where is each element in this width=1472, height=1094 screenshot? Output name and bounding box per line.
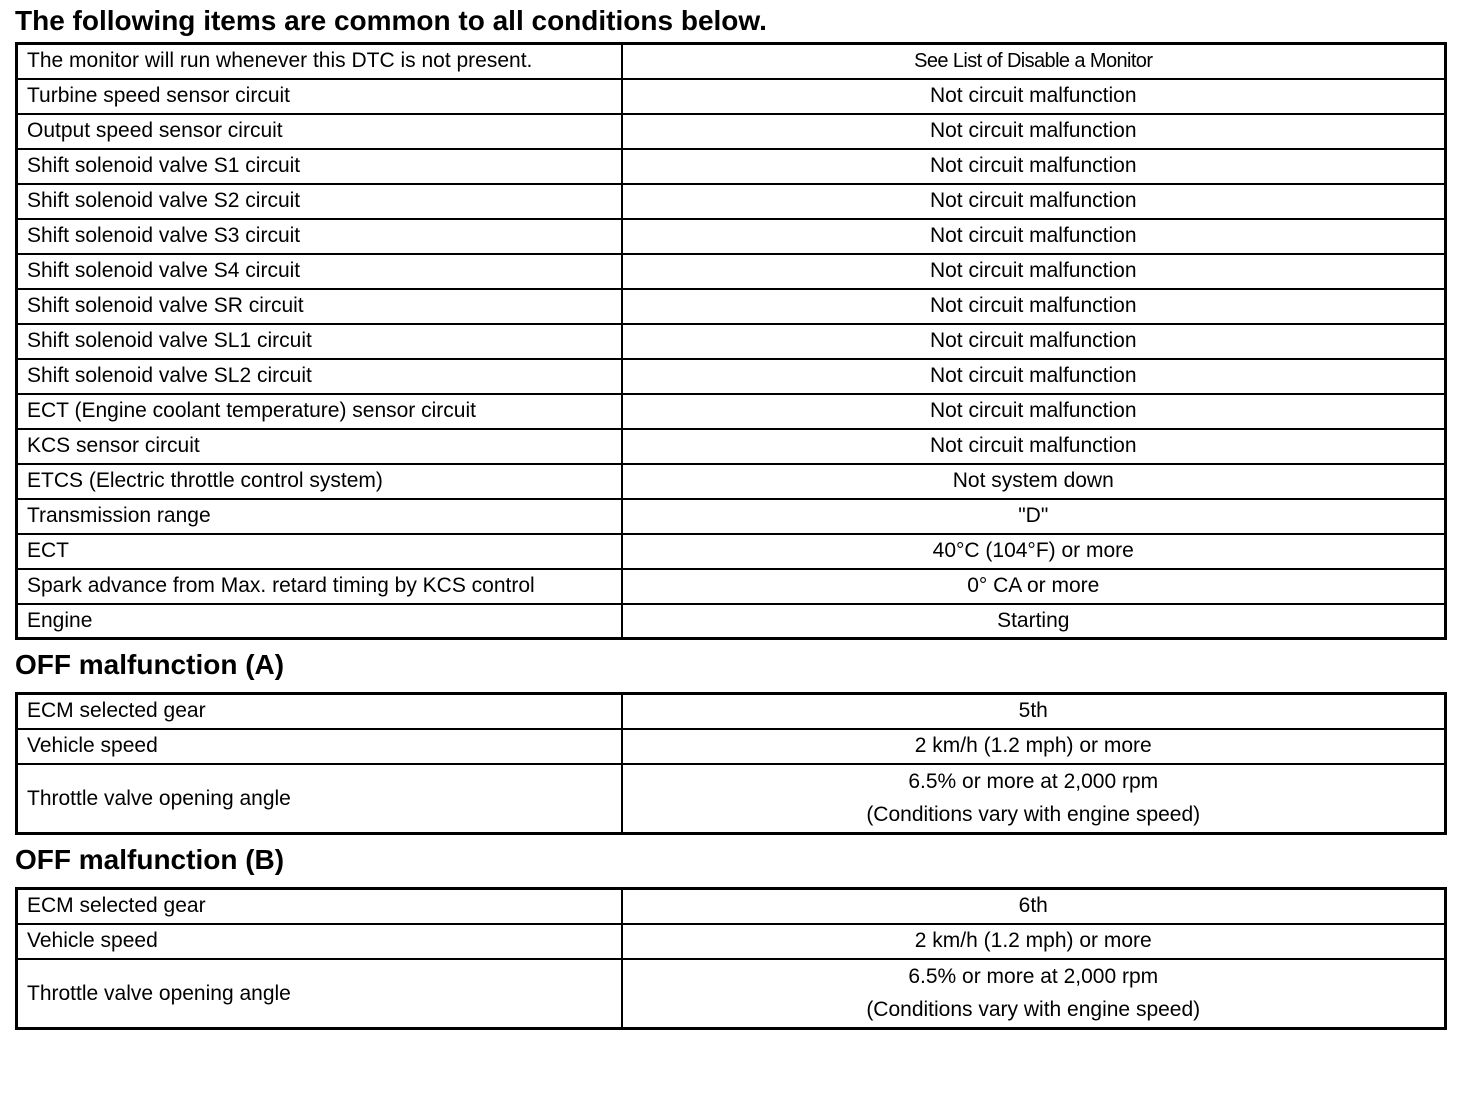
table-row bbox=[17, 764, 1446, 834]
document-page bbox=[15, 0, 1447, 1030]
condition-value: Not circuit malfunction bbox=[622, 324, 1446, 359]
table-row bbox=[17, 44, 1446, 79]
condition-item: Vehicle speed bbox=[17, 924, 622, 959]
table-row bbox=[17, 534, 1446, 569]
condition-value: 2 km/h (1.2 mph) or more bbox=[622, 729, 1446, 764]
condition-value: 5th bbox=[622, 694, 1446, 729]
condition-item: ETCS (Electric throttle control system) bbox=[17, 464, 622, 499]
condition-value bbox=[622, 764, 1446, 834]
table-row bbox=[17, 254, 1446, 289]
condition-value-line: 6.5% or more at 2,000 rpm bbox=[908, 965, 1159, 989]
condition-value: Not circuit malfunction bbox=[622, 149, 1446, 184]
table-row bbox=[17, 464, 1446, 499]
table-row bbox=[17, 359, 1446, 394]
condition-value: Not circuit malfunction bbox=[622, 114, 1446, 149]
condition-item: Shift solenoid valve S3 circuit bbox=[17, 219, 622, 254]
table-row bbox=[17, 569, 1446, 604]
condition-item: Transmission range bbox=[17, 499, 622, 534]
off-malfunction-b-table bbox=[15, 887, 1447, 1030]
condition-item: ECT bbox=[17, 534, 622, 569]
condition-value: Not circuit malfunction bbox=[622, 219, 1446, 254]
condition-item: Shift solenoid valve SL1 circuit bbox=[17, 324, 622, 359]
condition-value: Not circuit malfunction bbox=[622, 359, 1446, 394]
table-row bbox=[17, 959, 1446, 1029]
table-row bbox=[17, 604, 1446, 639]
table-row bbox=[17, 924, 1446, 959]
condition-item: Spark advance from Max. retard timing by KCS control bbox=[17, 569, 622, 604]
condition-value: 6th bbox=[622, 889, 1446, 924]
table-row bbox=[17, 149, 1446, 184]
condition-value-note: (Conditions vary with engine speed) bbox=[866, 803, 1201, 827]
table-row bbox=[17, 184, 1446, 219]
condition-item: ECM selected gear bbox=[17, 694, 622, 729]
condition-value-line: 6.5% or more at 2,000 rpm bbox=[908, 770, 1159, 794]
common-conditions-table bbox=[15, 42, 1447, 640]
off-malfunction-b-title: OFF malfunction (B) bbox=[15, 844, 285, 875]
condition-item: Turbine speed sensor circuit bbox=[17, 79, 622, 114]
condition-item: The monitor will run whenever this DTC is not present. bbox=[17, 44, 622, 79]
condition-item: KCS sensor circuit bbox=[17, 429, 622, 464]
condition-item: Shift solenoid valve SR circuit bbox=[17, 289, 622, 324]
table-row bbox=[17, 289, 1446, 324]
condition-item: ECT (Engine coolant temperature) sensor circuit bbox=[17, 394, 622, 429]
condition-item: Throttle valve opening angle bbox=[17, 764, 622, 834]
condition-value: 0° CA or more bbox=[622, 569, 1446, 604]
condition-item: Shift solenoid valve S1 circuit bbox=[17, 149, 622, 184]
condition-item: Engine bbox=[17, 604, 622, 639]
off-malfunction-a-title: OFF malfunction (A) bbox=[15, 649, 285, 680]
condition-item: ECM selected gear bbox=[17, 889, 622, 924]
condition-value: 40°C (104°F) or more bbox=[622, 534, 1446, 569]
table-row bbox=[17, 729, 1446, 764]
condition-value: Not circuit malfunction bbox=[622, 289, 1446, 324]
table-row bbox=[17, 219, 1446, 254]
condition-item: Throttle valve opening angle bbox=[17, 959, 622, 1029]
off-malfunction-a-table bbox=[15, 692, 1447, 835]
condition-item: Shift solenoid valve S2 circuit bbox=[17, 184, 622, 219]
table-row bbox=[17, 324, 1446, 359]
table-row bbox=[17, 429, 1446, 464]
condition-item: Output speed sensor circuit bbox=[17, 114, 622, 149]
condition-value: Not system down bbox=[622, 464, 1446, 499]
condition-item: Shift solenoid valve S4 circuit bbox=[17, 254, 622, 289]
table-row bbox=[17, 79, 1446, 114]
condition-value: Not circuit malfunction bbox=[622, 184, 1446, 219]
condition-item: Vehicle speed bbox=[17, 729, 622, 764]
condition-value: Not circuit malfunction bbox=[622, 79, 1446, 114]
table-row bbox=[17, 114, 1446, 149]
table-row bbox=[17, 394, 1446, 429]
condition-value: Not circuit malfunction bbox=[622, 429, 1446, 464]
table-row bbox=[17, 499, 1446, 534]
condition-value: Not circuit malfunction bbox=[622, 394, 1446, 429]
condition-value: "D" bbox=[622, 499, 1446, 534]
condition-item: Shift solenoid valve SL2 circuit bbox=[17, 359, 622, 394]
condition-value: Starting bbox=[622, 604, 1446, 639]
condition-value: 2 km/h (1.2 mph) or more bbox=[622, 924, 1446, 959]
table-row bbox=[17, 694, 1446, 729]
condition-value-note: (Conditions vary with engine speed) bbox=[866, 998, 1201, 1022]
table-row bbox=[17, 889, 1446, 924]
condition-value: Not circuit malfunction bbox=[622, 254, 1446, 289]
condition-value: See List of Disable a Monitor bbox=[622, 44, 1446, 79]
common-conditions-title: The following items are common to all conditions below. bbox=[15, 5, 767, 36]
condition-value bbox=[622, 959, 1446, 1029]
